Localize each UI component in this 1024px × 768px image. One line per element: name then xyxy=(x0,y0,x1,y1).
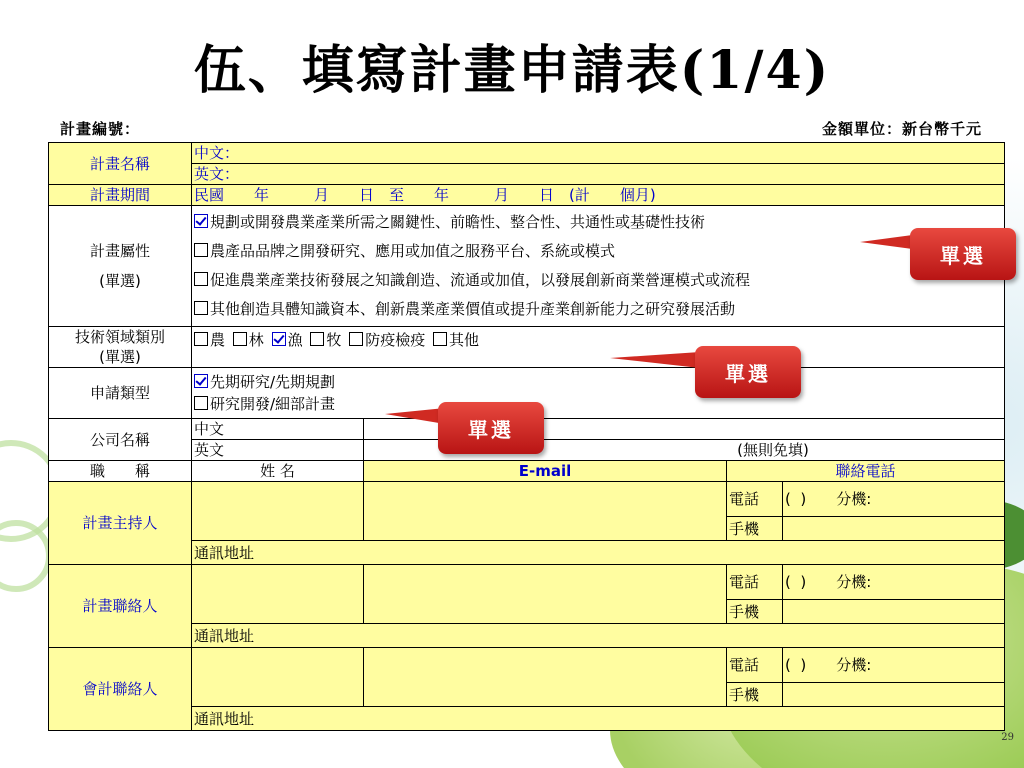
checkbox-icon[interactable] xyxy=(194,301,208,315)
contact-phone-label-2: 電話 xyxy=(727,565,783,600)
checkbox-icon[interactable] xyxy=(194,396,208,410)
contact-mobile-label-2: 手機 xyxy=(727,600,783,624)
tech-domain-option-4[interactable]: 牧 xyxy=(310,331,341,349)
page-number: 29 xyxy=(1001,732,1014,743)
header-phone: 聯絡電話 xyxy=(727,461,1005,482)
plan-attribute-option-2[interactable]: 農產品品牌之開發研究、應用或加值之服務平台、系統或模式 xyxy=(194,237,1002,266)
company-zh-label: 中文 xyxy=(192,419,364,440)
currency-unit-label: 金額單位：新台幣千元 xyxy=(821,120,982,138)
checkbox-icon[interactable] xyxy=(433,332,447,346)
contact-phone-field-1[interactable]: ( ) 分機: xyxy=(783,482,1005,517)
header-name: 姓 名 xyxy=(192,461,364,482)
contact-mobile-field-2[interactable] xyxy=(783,600,1005,624)
contact-mobile-field-3[interactable] xyxy=(783,683,1005,707)
company-name-label: 公司名稱 xyxy=(49,419,192,461)
plan-attribute-option-1[interactable]: 規劃或開發農業產業所需之關鍵性、前瞻性、整合性、共通性或基礎性技術 xyxy=(194,208,1002,237)
contact-role-3: 會計聯絡人 xyxy=(49,648,192,731)
contact-mobile-label-1: 手機 xyxy=(727,517,783,541)
plan-attribute-options xyxy=(192,206,1005,327)
header-title: 職 稱 xyxy=(49,461,192,482)
checkbox-icon[interactable] xyxy=(194,332,208,346)
apply-type-option-2[interactable]: 研究開發/細部計畫 xyxy=(194,393,1002,415)
apply-type-label: 申請類型 xyxy=(49,368,192,419)
plan-attribute-sub: (單選) xyxy=(99,272,141,290)
contact-mobile-field-1[interactable] xyxy=(783,517,1005,541)
tech-domain-option-6[interactable]: 其他 xyxy=(433,331,479,349)
company-en-note: (無則免填) xyxy=(737,441,809,459)
plan-attribute-option-3[interactable]: 促進農業產業技術發展之知識創造、流通或加值，以發展創新商業營運模式或流程 xyxy=(194,266,1002,295)
contact-phone-field-3[interactable]: ( ) 分機: xyxy=(783,648,1005,683)
contact-name-field-1[interactable] xyxy=(192,482,364,541)
contact-address-field-2[interactable]: 通訊地址 xyxy=(192,624,1005,648)
single-choice-callout-3: 單選 xyxy=(438,402,544,454)
checkbox-icon[interactable] xyxy=(310,332,324,346)
apply-type-option-1[interactable]: 先期研究/先期規劃 xyxy=(194,371,1002,393)
plan-name-en-field[interactable]: 英文： xyxy=(192,164,1005,185)
contact-phone-label-1: 電話 xyxy=(727,482,783,517)
checkbox-icon[interactable] xyxy=(194,272,208,286)
plan-period-label: 計畫期間 xyxy=(49,185,192,206)
contact-name-field-2[interactable] xyxy=(192,565,364,624)
tech-domain-label: 技術領域類別 xyxy=(74,328,165,346)
company-en-label: 英文 xyxy=(192,440,364,461)
contact-phone-label-3: 電話 xyxy=(727,648,783,683)
tech-domain-option-3[interactable]: 漁 xyxy=(272,331,303,349)
checkbox-checked-icon[interactable] xyxy=(194,374,208,388)
tech-domain-option-1[interactable]: 農 xyxy=(194,331,225,349)
checkbox-icon[interactable] xyxy=(349,332,363,346)
contact-phone-field-2[interactable]: ( ) 分機: xyxy=(783,565,1005,600)
plan-attribute-label-cell xyxy=(49,206,192,327)
callout-pointer-3 xyxy=(385,402,445,432)
plan-attribute-option-4[interactable]: 其他創造具體知識資本、創新農業產業價值或提升產業創新能力之研究發展活動 xyxy=(194,295,1002,324)
header-email: E-mail xyxy=(364,461,727,482)
checkbox-checked-icon[interactable] xyxy=(272,332,286,346)
tech-domain-option-2[interactable]: 林 xyxy=(233,331,264,349)
contact-name-field-3[interactable] xyxy=(192,648,364,707)
contact-email-field-2[interactable] xyxy=(364,565,727,624)
single-choice-callout-1: 單選 xyxy=(910,228,1016,280)
contact-role-2: 計畫聯絡人 xyxy=(49,565,192,648)
tech-domain-sub: (單選) xyxy=(99,348,141,366)
contact-address-field-3[interactable]: 通訊地址 xyxy=(192,707,1005,731)
contact-email-field-1[interactable] xyxy=(364,482,727,541)
plan-name-zh-field[interactable]: 中文： xyxy=(192,143,1005,164)
contact-role-1: 計畫主持人 xyxy=(49,482,192,565)
plan-number-label: 計畫編號： xyxy=(60,120,141,138)
contact-address-field-1[interactable]: 通訊地址 xyxy=(192,541,1005,565)
plan-name-label: 計畫名稱 xyxy=(49,143,192,185)
contact-mobile-label-3: 手機 xyxy=(727,683,783,707)
checkbox-icon[interactable] xyxy=(233,332,247,346)
plan-attribute-label: 計畫屬性 xyxy=(89,242,150,260)
tech-domain-options xyxy=(192,327,1005,368)
tech-domain-option-5[interactable]: 防疫檢疫 xyxy=(349,331,425,349)
tech-domain-label-cell xyxy=(49,327,192,368)
callout-pointer-2 xyxy=(610,346,700,376)
single-choice-callout-2: 單選 xyxy=(695,346,801,398)
page-title: 伍、填寫計畫申請表(1/4) xyxy=(193,40,831,101)
plan-period-field[interactable]: 民國 年 月 日 至 年 月 日 (計 個月) xyxy=(192,185,1005,206)
contact-email-field-3[interactable] xyxy=(364,648,727,707)
apply-type-options xyxy=(192,368,1005,419)
checkbox-checked-icon[interactable] xyxy=(194,214,208,228)
checkbox-icon[interactable] xyxy=(194,243,208,257)
